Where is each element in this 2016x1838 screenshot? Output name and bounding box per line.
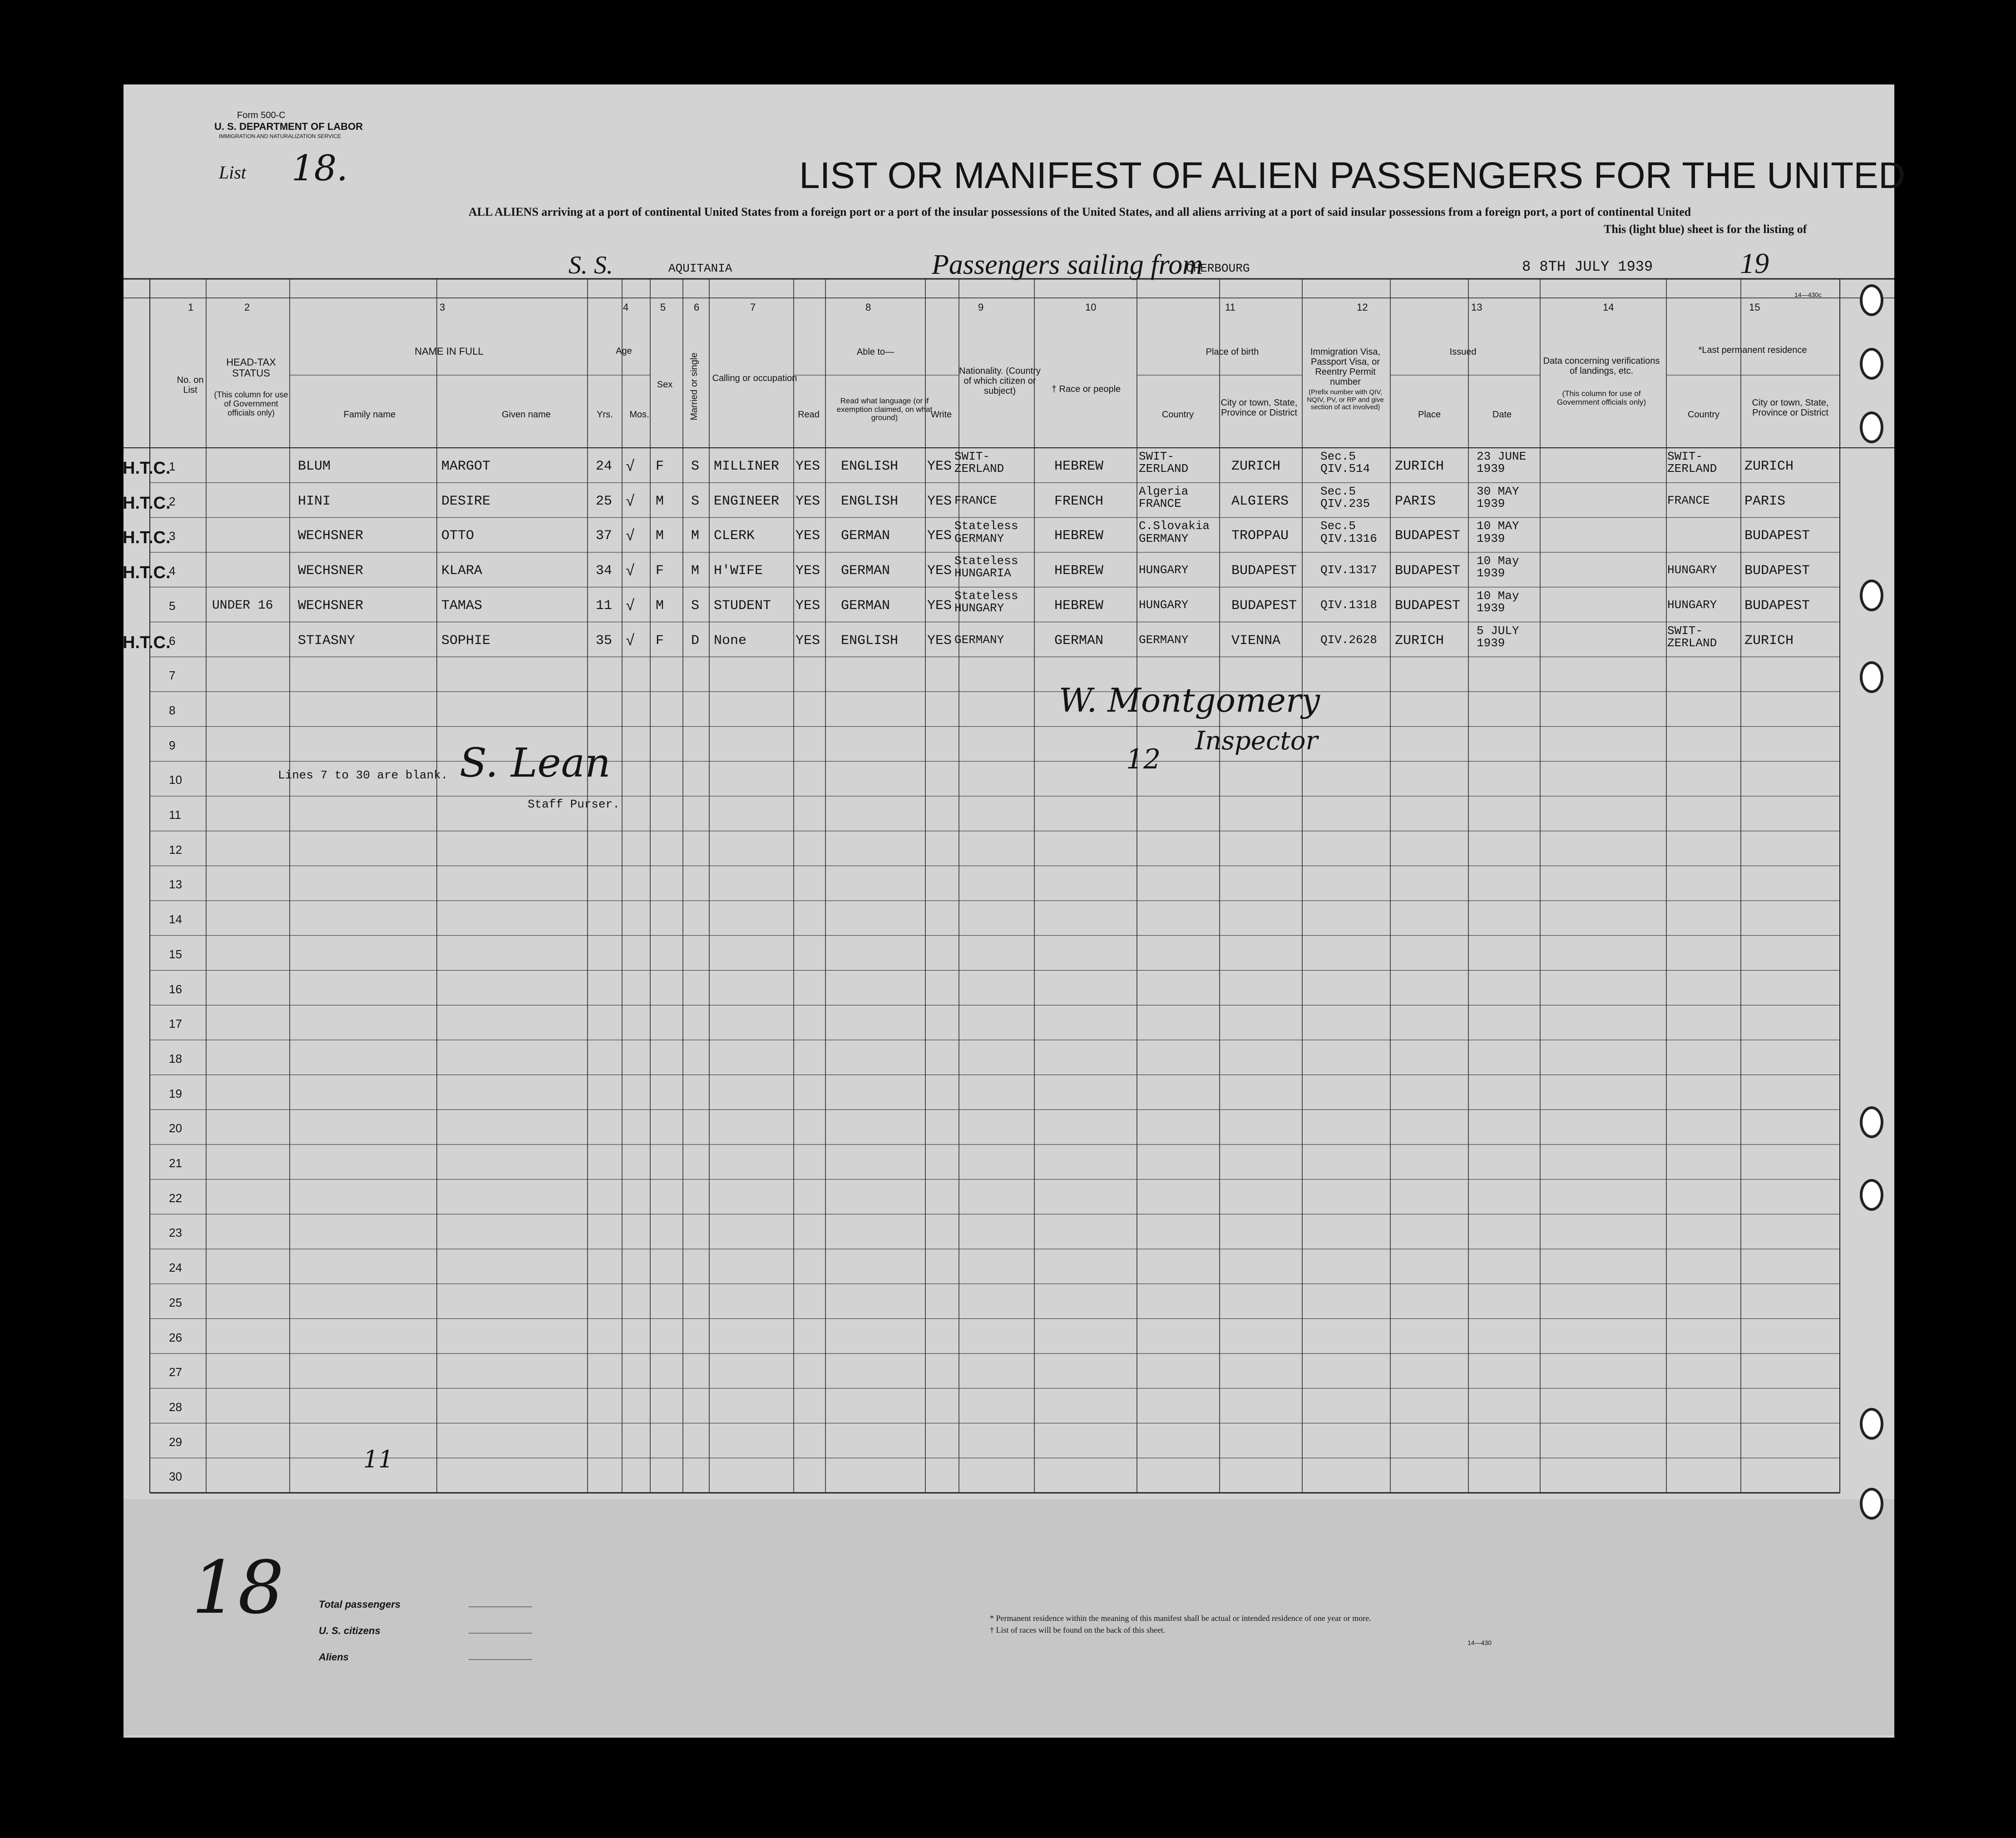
row-number: 3	[169, 529, 176, 543]
service: IMMIGRATION AND NATURALIZATION SERVICE	[219, 133, 341, 139]
margin-number: 18	[192, 1545, 284, 1630]
language: ENGLISH	[841, 633, 899, 649]
col-number-11: 11	[1225, 302, 1235, 313]
occupation: ENGINEER	[714, 493, 780, 509]
row-number: 17	[169, 1017, 182, 1031]
header-no-on-list: No. on List	[177, 375, 204, 395]
row-number: 23	[169, 1226, 182, 1240]
age-months: √	[626, 598, 635, 615]
residence-country: SWIT- ZERLAND	[1667, 624, 1717, 650]
header-issued-date: Date	[1492, 410, 1512, 420]
col-number-1: 1	[188, 302, 194, 313]
header-residence-country: Country	[1687, 410, 1720, 420]
col-number-12: 12	[1357, 302, 1368, 313]
col-number-3: 3	[440, 302, 445, 313]
issued-place: BUDAPEST	[1395, 528, 1461, 544]
family-name: HINI	[298, 493, 331, 509]
row-number: 21	[169, 1156, 182, 1170]
header-family-name: Family name	[343, 410, 396, 420]
residence-city: BUDAPEST	[1744, 563, 1810, 579]
subtitle-line-1: ALL ALIENS arriving at a port of continental United States from a foreign port or a port of the insular possessions of the United States, and all aliens arriving at a port of said insular possessions from a foreign port, a port of continental United	[469, 205, 1691, 218]
sex: F	[656, 563, 664, 579]
marital-status: D	[691, 633, 700, 649]
marital-status: S	[691, 493, 700, 509]
form-number: Form 500-C	[237, 110, 286, 120]
residence-city: PARIS	[1744, 493, 1786, 509]
race: FRENCH	[1054, 493, 1104, 509]
col-number-8: 8	[865, 302, 871, 313]
visa-number: Sec.5 QIV.1316	[1320, 519, 1377, 545]
visa-number: Sec.5 QIV.514	[1320, 450, 1370, 476]
footer-total: Total passengers	[319, 1599, 401, 1610]
blank-lines-note: Lines 7 to 30 are blank.	[278, 768, 448, 782]
row-number: 30	[169, 1470, 182, 1484]
can-write: YES	[927, 598, 952, 614]
issued-date: 10 MAY 1939	[1477, 519, 1519, 545]
race: HEBREW	[1054, 459, 1104, 474]
col-number-2: 2	[244, 302, 250, 313]
header-name-in-full: NAME IN FULL	[415, 346, 484, 357]
age-years: 24	[596, 459, 613, 474]
birth-city: BUDAPEST	[1231, 563, 1297, 579]
occupation: STUDENT	[714, 598, 771, 614]
inspector-signature: W. Montgomery	[1059, 681, 1320, 719]
punch-hole	[1860, 580, 1883, 611]
inspector-title: Inspector	[1195, 726, 1318, 756]
race: GERMAN	[1054, 633, 1104, 649]
can-write: YES	[927, 563, 952, 579]
punch-hole	[1860, 1106, 1883, 1138]
purser-signature: S. Lean	[460, 739, 611, 786]
age-years: 11	[596, 598, 613, 614]
can-read: YES	[796, 633, 820, 649]
residence-city: ZURICH	[1744, 633, 1794, 649]
port-name: CHERBOURG	[1186, 262, 1250, 275]
can-read: YES	[796, 493, 820, 509]
row-number: 25	[169, 1295, 182, 1309]
residence-city: BUDAPEST	[1744, 598, 1810, 614]
header-issued: Issued	[1449, 347, 1477, 357]
can-read: YES	[796, 528, 820, 544]
age-months: √	[626, 528, 635, 546]
row-number: 22	[169, 1191, 182, 1205]
row-number: 19	[169, 1086, 182, 1100]
family-name: WECHSNER	[298, 563, 364, 579]
residence-country: SWIT- ZERLAND	[1667, 450, 1717, 476]
birth-city: ALGIERS	[1231, 493, 1289, 509]
header-head-tax-note: (This column for use of Government officials only)	[214, 390, 288, 417]
issued-place: ZURICH	[1395, 459, 1444, 474]
header-yrs: Yrs.	[597, 410, 613, 420]
row-number: 26	[169, 1330, 182, 1344]
header-visa: Immigration Visa, Passport Visa, or Reentry Permit number	[1310, 347, 1381, 387]
header-data-verifications-note: (This column for use of Government officials only)	[1556, 389, 1646, 406]
row-number: 9	[169, 738, 176, 752]
header-read: Read	[798, 410, 820, 420]
head-tax-status: UNDER 16	[212, 598, 273, 613]
can-write: YES	[927, 459, 952, 474]
nationality: Stateless HUNGARIA	[954, 554, 1018, 580]
language: GERMAN	[841, 528, 890, 544]
punch-hole	[1860, 284, 1883, 316]
htc-mark: H.T.C.	[123, 528, 171, 548]
nationality: Stateless HUNGARY	[954, 589, 1018, 615]
footer-code: 14—430	[1468, 1639, 1492, 1646]
residence-country: HUNGARY	[1667, 563, 1717, 577]
birth-country: GERMANY	[1139, 633, 1189, 647]
header-sex: Sex	[657, 380, 673, 390]
row-number: 11	[169, 808, 181, 822]
header-write: Write	[930, 410, 952, 420]
issued-date: 23 JUNE 1939	[1477, 450, 1527, 476]
language: GERMAN	[841, 563, 890, 579]
sex: F	[656, 633, 664, 649]
birth-city: BUDAPEST	[1231, 598, 1297, 614]
nationality: FRANCE	[954, 493, 997, 507]
birth-city: VIENNA	[1231, 633, 1281, 649]
col-number-10: 10	[1085, 302, 1097, 313]
sex: M	[656, 528, 664, 544]
row-number: 4	[169, 564, 176, 578]
col-number-6: 6	[694, 302, 700, 313]
visa-number: QIV.1317	[1320, 563, 1377, 577]
age-years: 37	[596, 528, 613, 544]
sex: M	[656, 493, 664, 509]
can-write: YES	[927, 528, 952, 544]
given-name: OTTO	[441, 528, 474, 544]
header-data-verifications: Data concerning verifications of landings, etc.	[1543, 356, 1660, 376]
subtitle-line-2: This (light blue) sheet is for the listing of	[1604, 223, 1807, 236]
header-nationality: Nationality. (Country of which citizen or subject)	[959, 366, 1041, 396]
marital-status: M	[691, 528, 700, 544]
department: U. S. DEPARTMENT OF LABOR	[214, 121, 363, 132]
issued-place: PARIS	[1395, 493, 1436, 509]
language: ENGLISH	[841, 493, 899, 509]
row-number: 20	[169, 1121, 182, 1135]
ship-name: AQUITANIA	[668, 262, 732, 275]
nationality: Stateless GERMANY	[954, 519, 1018, 545]
nationality: SWIT- ZERLAND	[954, 450, 1004, 476]
line-29-mark: 11	[363, 1446, 394, 1473]
header-able-to: Able to—	[856, 347, 894, 357]
header-married: Married or single	[689, 352, 699, 421]
issued-date: 5 JULY 1939	[1477, 624, 1519, 650]
occupation: None	[714, 633, 747, 649]
issued-place: ZURICH	[1395, 633, 1444, 649]
header-issued-place: Place	[1418, 410, 1441, 420]
age-months: √	[626, 633, 635, 650]
header-place-of-birth: Place of birth	[1206, 347, 1259, 357]
col-number-5: 5	[660, 302, 666, 313]
header-calling: Calling or occupation	[712, 373, 797, 383]
header-residence-city: City or town, State, Province or District	[1752, 398, 1829, 418]
age-months: √	[626, 563, 635, 581]
header-race: † Race or people	[1051, 384, 1121, 394]
left-mark: 12	[1126, 743, 1161, 775]
punch-hole	[1860, 1488, 1883, 1520]
family-name: WECHSNER	[298, 528, 364, 544]
sailing-label: Passengers sailing from	[932, 249, 1203, 280]
issued-date: 10 May 1939	[1477, 589, 1519, 615]
family-name: STIASNY	[298, 633, 356, 649]
htc-mark: H.T.C.	[123, 459, 171, 478]
birth-country: SWIT- ZERLAND	[1139, 450, 1189, 476]
birth-city: ZURICH	[1231, 459, 1281, 474]
age-years: 35	[596, 633, 613, 649]
issued-place: BUDAPEST	[1395, 598, 1461, 614]
col-number-14: 14	[1603, 302, 1614, 313]
form-code: 14—430c	[1794, 291, 1822, 298]
row-number: 6	[169, 634, 176, 648]
header-head-tax: HEAD-TAX STATUS	[226, 357, 276, 379]
visa-number: QIV.1318	[1320, 598, 1377, 612]
row-number: 29	[169, 1435, 182, 1449]
header-visa-note: (Prefix number with QIV, NQIV, PV, or RP and give section of act involved)	[1307, 388, 1384, 411]
marital-status: S	[691, 598, 700, 614]
row-number: 5	[169, 599, 176, 613]
sex: M	[656, 598, 664, 614]
col-number-9: 9	[978, 302, 984, 313]
col-number-15: 15	[1749, 302, 1760, 313]
occupation: MILLINER	[714, 459, 780, 474]
row-number: 7	[169, 669, 176, 683]
residence-city: BUDAPEST	[1744, 528, 1810, 544]
race: HEBREW	[1054, 528, 1104, 544]
header-read-language: Read what language (or if exemption claimed, on what ground)	[836, 396, 933, 422]
list-label: List	[219, 162, 247, 183]
row-number: 10	[169, 773, 182, 787]
visa-number: Sec.5 QIV.235	[1320, 484, 1370, 510]
header-given-name: Given name	[502, 410, 551, 420]
residence-country: HUNGARY	[1667, 598, 1717, 612]
punch-hole	[1860, 1179, 1883, 1211]
family-name: WECHSNER	[298, 598, 364, 614]
marital-status: S	[691, 459, 700, 474]
footer-aliens: Aliens	[319, 1651, 349, 1663]
header-last-residence: *Last permanent residence	[1698, 345, 1807, 355]
row-number: 18	[169, 1051, 182, 1065]
occupation: CLERK	[714, 528, 755, 544]
year-label: 19	[1740, 247, 1769, 279]
punch-hole	[1860, 1408, 1883, 1440]
row-number: 12	[169, 842, 182, 857]
col-number-7: 7	[750, 302, 756, 313]
birth-country: HUNGARY	[1139, 598, 1189, 612]
can-read: YES	[796, 598, 820, 614]
age-months: √	[626, 493, 635, 511]
age-months: √	[626, 459, 635, 476]
given-name: TAMAS	[441, 598, 483, 614]
age-years: 25	[596, 493, 613, 509]
birth-country: C.Slovakia GERMANY	[1139, 519, 1210, 545]
footer-note-2: † List of races will be found on the back of this sheet.	[990, 1625, 1166, 1635]
htc-mark: H.T.C.	[123, 563, 171, 583]
language: ENGLISH	[841, 459, 899, 474]
footer-note-1: * Permanent residence within the meaning of this manifest shall be actual or intended residence of one year or more.	[990, 1614, 1371, 1623]
row-number: 2	[169, 494, 176, 508]
sailing-date: 8 8TH JULY 1939	[1522, 258, 1653, 275]
manifest-sheet	[123, 84, 1906, 1738]
birth-country: HUNGARY	[1139, 563, 1189, 577]
age-years: 34	[596, 563, 613, 579]
can-write: YES	[927, 493, 952, 509]
punch-hole	[1860, 661, 1883, 693]
birth-city: TROPPAU	[1231, 528, 1289, 544]
punch-hole	[1860, 348, 1883, 380]
header-birth-city: City or town, State, Province or District	[1220, 398, 1298, 418]
given-name: KLARA	[441, 563, 483, 579]
marital-status: M	[691, 563, 700, 579]
header-mos: Mos.	[629, 410, 649, 420]
can-read: YES	[796, 563, 820, 579]
nationality: GERMANY	[954, 633, 1004, 647]
htc-mark: H.T.C.	[123, 493, 171, 513]
row-number: 14	[169, 912, 182, 926]
given-name: DESIRE	[441, 493, 491, 509]
given-name: SOPHIE	[441, 633, 491, 649]
sex: F	[656, 459, 664, 474]
purser-title: Staff Purser.	[528, 798, 620, 811]
issued-date: 30 MAY 1939	[1477, 484, 1519, 510]
header-birth-country: Country	[1161, 410, 1194, 420]
race: HEBREW	[1054, 598, 1104, 614]
manifest-title: LIST OR MANIFEST OF ALIEN PASSENGERS FOR THE UNITED	[799, 155, 1906, 196]
occupation: H'WIFE	[714, 563, 763, 579]
row-number: 15	[169, 947, 182, 961]
header-age: Age	[616, 346, 632, 356]
ss-label: S. S.	[568, 251, 613, 279]
row-number: 28	[169, 1400, 182, 1414]
visa-number: QIV.2628	[1320, 633, 1377, 647]
language: GERMAN	[841, 598, 890, 614]
list-number: 18.	[292, 148, 348, 189]
form-grid	[124, 84, 1894, 1738]
row-number: 16	[169, 982, 182, 996]
col-number-13: 13	[1471, 302, 1482, 313]
birth-country: Algeria FRANCE	[1139, 484, 1189, 510]
col-number-4: 4	[623, 302, 629, 313]
residence-country: FRANCE	[1667, 493, 1710, 507]
punch-hole	[1860, 411, 1883, 443]
race: HEBREW	[1054, 563, 1104, 579]
row-number: 8	[169, 703, 176, 717]
htc-mark: H.T.C.	[123, 633, 171, 652]
issued-place: BUDAPEST	[1395, 563, 1461, 579]
can-read: YES	[796, 459, 820, 474]
footer-citizens: U. S. citizens	[319, 1625, 380, 1636]
issued-date: 10 May 1939	[1477, 554, 1519, 580]
residence-city: ZURICH	[1744, 459, 1794, 474]
family-name: BLUM	[298, 459, 331, 474]
row-number: 27	[169, 1365, 182, 1379]
row-number: 24	[169, 1261, 182, 1275]
row-number: 1	[169, 460, 176, 473]
row-number: 13	[169, 877, 182, 892]
can-write: YES	[927, 633, 952, 649]
given-name: MARGOT	[441, 459, 491, 474]
